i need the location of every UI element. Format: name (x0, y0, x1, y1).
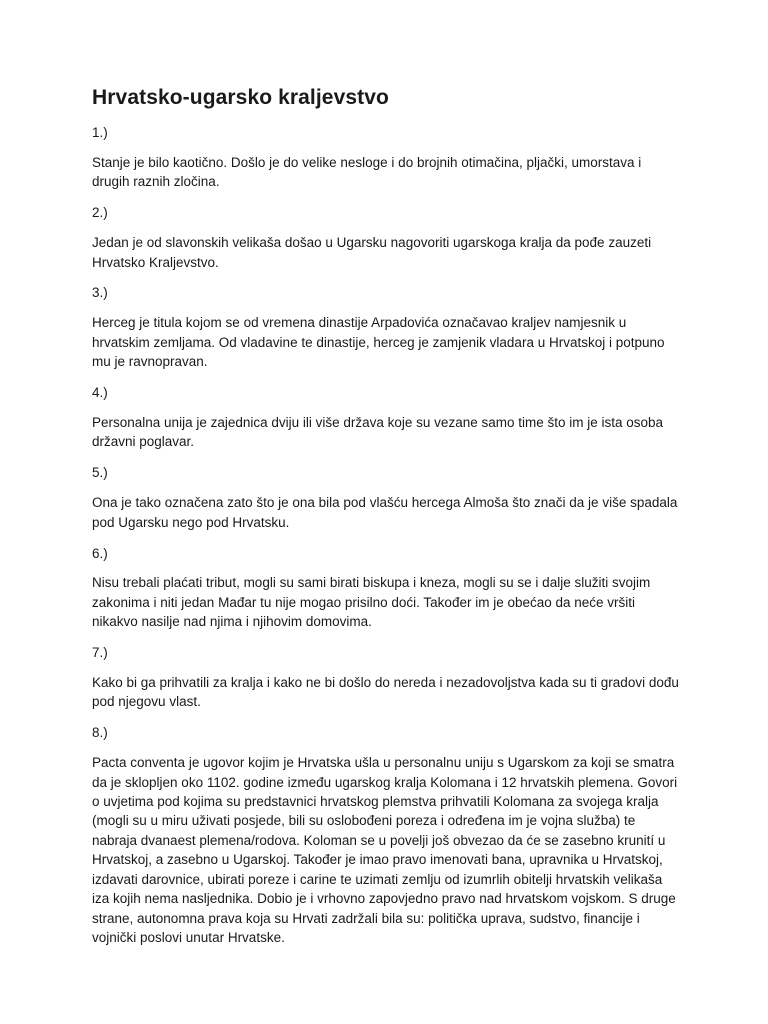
section-5 (92, 463, 680, 532)
section-2 (92, 203, 680, 272)
section-text: Nisu trebali plaćati tribut, mogli su sami birati biskupa i kneza, mogli su se i dalje služiti svojim zakonima i niti jedan Mađar tu nije mogao prisilno doći. Također im je obećao da neće vršiti nikakvo nasilje nad njima i njihovim domovima. (92, 575, 651, 630)
section-text: Personalna unija je zajednica dviju ili više država koje su vezane samo time što im je ista osoba državni poglavar. (92, 414, 664, 450)
section-number: 1.) (92, 125, 108, 140)
section-number: 2.) (92, 205, 108, 221)
section-1 (92, 123, 680, 192)
section-text: Kako bi ga prihvatili za kralja i kako ne bi došlo do nereda i nezadovoljstva kada su ti gradovi dođu pod njegovu vlast. (92, 675, 679, 710)
document-title: Hrvatsko-ugarsko kraljevstvo (92, 86, 389, 109)
section-3 (92, 283, 680, 371)
section-8 (92, 723, 680, 947)
section-number: 8.) (92, 725, 108, 741)
section-text: Jedan je od slavonskih velikaša došao u Ugarsku nagovoriti ugarskoga kralja da pođe zauzeti Hrvatsko Kraljevstvo. (92, 235, 652, 270)
section-4 (92, 383, 680, 452)
section-number: 5.) (92, 465, 108, 481)
section-number: 4.) (92, 385, 108, 401)
section-7 (92, 643, 680, 712)
section-number: 7.) (92, 645, 108, 661)
section-number: 3.) (92, 285, 108, 301)
section-number: 6.) (92, 545, 108, 561)
section-text: Herceg je titula kojom se od vremena dinastije Arpadovića označavao kraljev namjesnik u hrvatskim zemljama. Od vladavine te dinastije, herceg je zamjenik vladara u Hrvatskoj i potpuno mu je ravnopravan. (92, 315, 665, 370)
section-text: Stanje je bilo kaotično. Došlo je do velike nesloge i do brojnih otimačina, pljački, umorstava i drugih raznih zločina. (92, 154, 642, 190)
section-text: Ona je tako označena zato što je ona bila pod vlašću hercega Almoša što znači da je više spadala pod Ugarsku nego pod Hrvatsku. (92, 495, 678, 530)
section-text: Pacta conventa je ugovor kojim je Hrvatska ušla u personalnu uniju s Ugarskom za koji se smatra da je sklopljen oko 1102. godine između ugarskog kralja Kolomana i 12 hrvatskih plemena. Govori o uvjetima pod kojima su predstavnici hrvatskog plemstva prihvatili Kolomana za svojega kralja (mogli su u miru uživati posjede, bili su oslobođeni poreza i određena im je vojna služba) te nabraja dvanaest plemena/rodova. Koloman se u povelji još obvezao da će se zasebno krunití u Hrvatskoj, a zasebno u Ugarskoj. Također je imao pravo imenovati bana, upravnika u Hrvatskoj, izdavati darovnice, ubirati poreze i carine te uzimati zemlju od izumrlih obitelji hrvatskih velikaša iza kojih nema nasljednika. Dobio je i vrhovno zapovjedno pravo nad hrvatskom vojskom. S druge strane, autonomna prava koja su Hrvati zadržali bila su: politička uprava, sudstvo, financije i vojnički poslovi unutar Hrvatske. (92, 755, 678, 945)
document-page (92, 84, 680, 959)
section-6 (92, 544, 680, 632)
